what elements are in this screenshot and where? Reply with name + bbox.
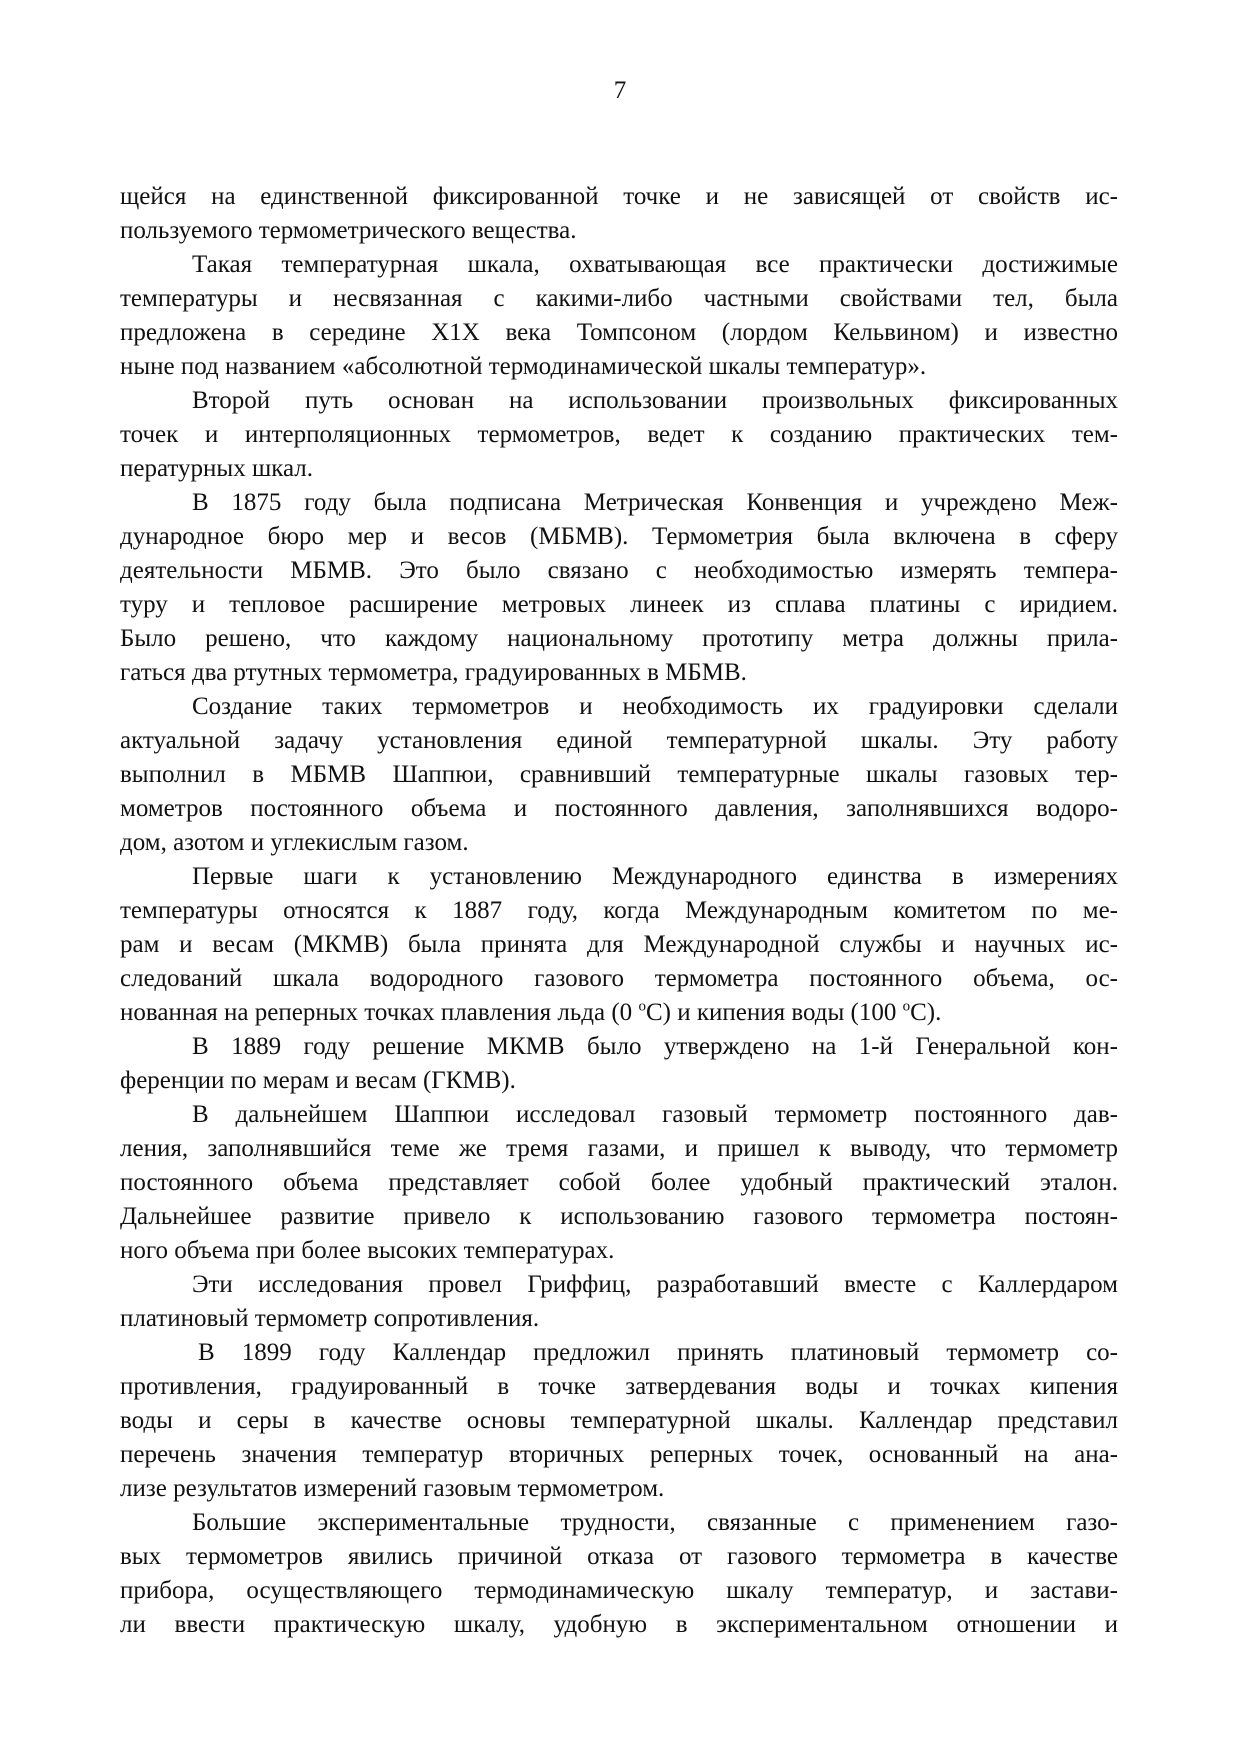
text-line: лизе результатов измерений газовым термометром. (120, 1475, 665, 1502)
text-line: В 1899 году Каллендар предложил принять платиновый термометр со- (198, 1339, 1118, 1366)
paragraph-2 (120, 248, 1118, 384)
paragraph-6 (120, 860, 1118, 1030)
text-line: Создание таких термометров и необходимость их градуировки сделали (192, 693, 1118, 720)
paragraph-4 (120, 486, 1118, 690)
degree-sign: o (638, 998, 646, 1015)
paragraph-5 (120, 690, 1118, 860)
text-line: ления, заполнявшийся теме же тремя газами, и пришел к выводу, что термометр (120, 1135, 1118, 1162)
text-line: щейся на единственной фиксированной точке и не зависящей от свойств ис- (120, 183, 1118, 210)
text-line: Такая температурная шкала, охватывающая все практически достижимые (192, 251, 1118, 278)
text-line: Первые шаги к установлению Международного единства в измерениях (192, 863, 1118, 890)
paragraph-11 (120, 1506, 1118, 1642)
text-body (120, 180, 1118, 1642)
text-line: температуры относятся к 1887 году, когда Международным комитетом по ме- (120, 897, 1118, 924)
text-line: воды и серы в качестве основы температурной шкалы. Каллендар представил (120, 1407, 1118, 1434)
text-line: платиновый термометр сопротивления. (120, 1305, 540, 1332)
text-line: Было решено, что каждому национальному прототипу метра должны прила- (120, 625, 1118, 652)
text-line: дом, азотом и углекислым газом. (120, 829, 469, 856)
text-line: ного объема при более высоких температурах. (120, 1237, 615, 1264)
text-line: ныне под названием «абсолютной термодинамической шкалы температур». (120, 353, 927, 380)
text-line: ференции по мерам и весам (ГКМВ). (120, 1067, 516, 1094)
paragraph-8 (120, 1098, 1118, 1268)
text-line: Эти исследования провел Гриффиц, разработавший вместе с Каллердаром (192, 1271, 1118, 1298)
text-line: точек и интерполяционных термометров, ведет к созданию практических тем- (120, 421, 1118, 448)
text-segment: С) и кипения воды (100 (645, 999, 903, 1026)
paragraph-3 (120, 384, 1118, 486)
text-line: В дальнейшем Шаппюи исследовал газовый термометр постоянного дав- (192, 1101, 1118, 1128)
page-number: 7 (613, 77, 627, 104)
text-segment: С). (910, 999, 942, 1026)
paragraph-1 (120, 180, 1118, 248)
text-line: предложена в середине Х1Х века Томпсоном (лордом Кельвином) и известно (120, 319, 1118, 346)
text-line: вых термометров явились причиной отказа от газового термометра в качестве (120, 1543, 1118, 1570)
paragraph-10 (120, 1336, 1118, 1506)
text-line: следований шкала водородного газового термометра постоянного объема, ос- (120, 965, 1118, 992)
text-line: выполнил в МБМВ Шаппюи, сравнивший температурные шкалы газовых тер- (120, 761, 1118, 788)
text-line: В 1889 году решение МКМВ было утверждено на 1-й Генеральной кон- (192, 1033, 1118, 1060)
text-line: пользуемого термометрического вещества. (120, 217, 577, 244)
text-line: ли ввести практическую шкалу, удобную в экспериментальном отношении и (120, 1611, 1118, 1638)
text-line: туру и тепловое расширение метровых линеек из сплава платины с иридием. (120, 591, 1118, 618)
text-line: постоянного объема представляет собой более удобный практический эталон. (120, 1169, 1118, 1196)
paragraph-7 (120, 1030, 1118, 1098)
text-line: рам и весам (МКМВ) была принята для Международной службы и научных ис- (120, 931, 1118, 958)
paragraph-9 (120, 1268, 1118, 1336)
text-segment: нованная на реперных точках плавления льда (0 (120, 999, 639, 1026)
text-line: Второй путь основан на использовании произвольных фиксированных (192, 387, 1118, 414)
text-line: гаться два ртутных термометра, градуированных в МБМВ. (120, 659, 747, 686)
text-line: дународное бюро мер и весов (МБМВ). Термометрия была включена в сферу (120, 523, 1118, 550)
degree-sign: o (902, 998, 911, 1015)
text-line: прибора, осуществляющего термодинамическую шкалу температур, и застави- (120, 1577, 1118, 1604)
text-line: В 1875 году была подписана Метрическая Конвенция и учреждено Меж- (192, 489, 1118, 516)
text-line: температуры и несвязанная с какими-либо частными свойствами тел, была (120, 285, 1118, 312)
text-line: актуальной задачу установления единой температурной шкалы. Эту работу (120, 727, 1118, 754)
text-line-with-degrees (120, 996, 1118, 1030)
text-line: Дальнейшее развитие привело к использованию газового термометра постоян- (120, 1203, 1118, 1230)
text-line: пературных шкал. (120, 455, 314, 482)
text-line: мометров постоянного объема и постоянного давления, заполнявшихся водоро- (120, 795, 1118, 822)
text-line: Большие экспериментальные трудности, связанные с применением газо- (192, 1509, 1118, 1536)
text-line: противления, градуированный в точке затвердевания воды и точках кипения (120, 1373, 1118, 1400)
text-line: перечень значения температур вторичных реперных точек, основанный на ана- (120, 1441, 1118, 1468)
text-line: деятельности МБМВ. Это было связано с необходимостью измерять темпера- (120, 557, 1118, 584)
